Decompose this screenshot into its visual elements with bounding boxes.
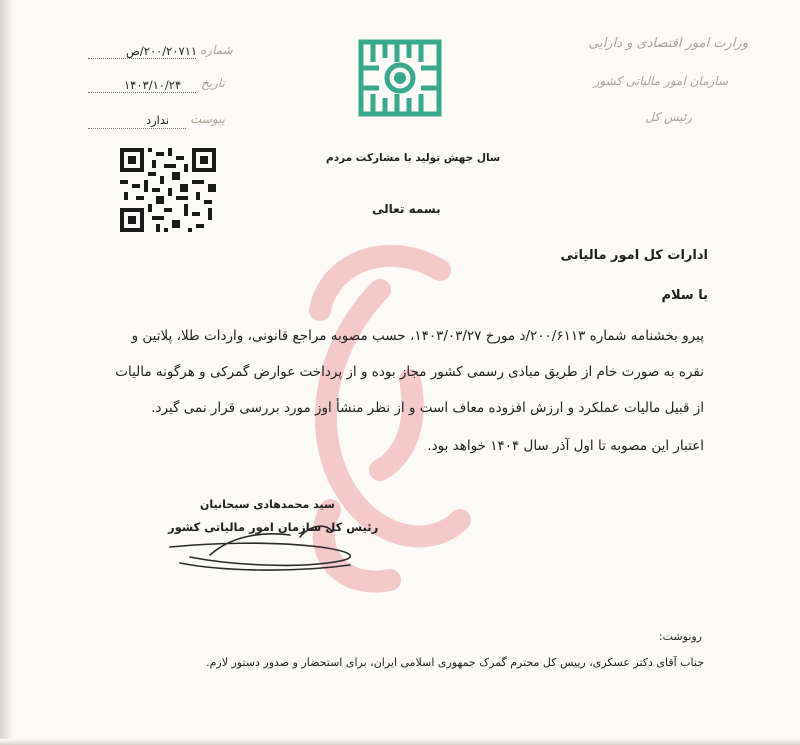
page-bottom-edge xyxy=(0,739,800,745)
ministry-line-1: وزارت امور اقتصادی و دارایی xyxy=(588,36,748,51)
signatory-name: سید محمدهادی سبحانیان xyxy=(200,498,335,511)
tax-organization-logo-icon xyxy=(357,38,443,118)
date-underline xyxy=(88,92,196,93)
body-line-1: پیرو بخشنامه شماره ۲۰۰/۶۱۱۳/د مورخ ۱۴۰۳/۰۳/۲۷، حسب مصوبه مراجع قانونی، واردات طلا، پلاتین و xyxy=(131,328,704,344)
body-line-2: نقره به صورت خام از طریق مبادی رسمی کشور مجاز بوده و از پرداخت عوارض گمرکی و هرگونه مالیات xyxy=(115,364,704,380)
signatory-title: رئیس کل سازمان امور مالیاتی کشور xyxy=(168,520,379,534)
ministry-line-2: سازمان امور مالیاتی کشور xyxy=(593,74,728,88)
qr-code xyxy=(120,148,216,232)
cc-label: رونوشت: xyxy=(658,630,702,643)
cc-line: جناب آقای دکتر عسکری، رییس کل محترم گمرک جمهوری اسلامی ایران، برای استحضار و صدور دستور لازم. xyxy=(206,656,704,669)
attachment-underline xyxy=(88,128,186,129)
body-line-3: از قبیل مالیات عملکرد و ارزش افزوده معاف است و از نظر منشأ اوز مورد بررسی قرار نمی گیرد. xyxy=(151,400,704,416)
recipient: ادارات کل امور مالیاتی xyxy=(560,248,708,263)
ministry-line-3: رئیس کل xyxy=(645,110,692,124)
attachment-label: پیوست xyxy=(190,112,225,126)
date-value: ۱۴۰۳/۱۰/۲۴ xyxy=(124,78,182,92)
date-label: تاریخ xyxy=(201,76,225,90)
attachment-value: ندارد xyxy=(146,113,170,127)
number-value: ۲۰۰/۲۰۷۱۱/ص xyxy=(126,44,198,58)
number-underline xyxy=(88,58,196,59)
page-shadow xyxy=(0,0,14,745)
validity-line: اعتبار این مصوبه تا اول آذر سال ۱۴۰۴ خواهد بود. xyxy=(427,438,704,454)
year-slogan: سال جهش تولید با مشارکت مردم xyxy=(326,152,501,164)
number-label: شماره xyxy=(200,43,233,57)
handwritten-signature xyxy=(150,485,380,575)
basmala: بسمه تعالی xyxy=(372,202,441,216)
greeting: با سلام xyxy=(661,288,708,303)
